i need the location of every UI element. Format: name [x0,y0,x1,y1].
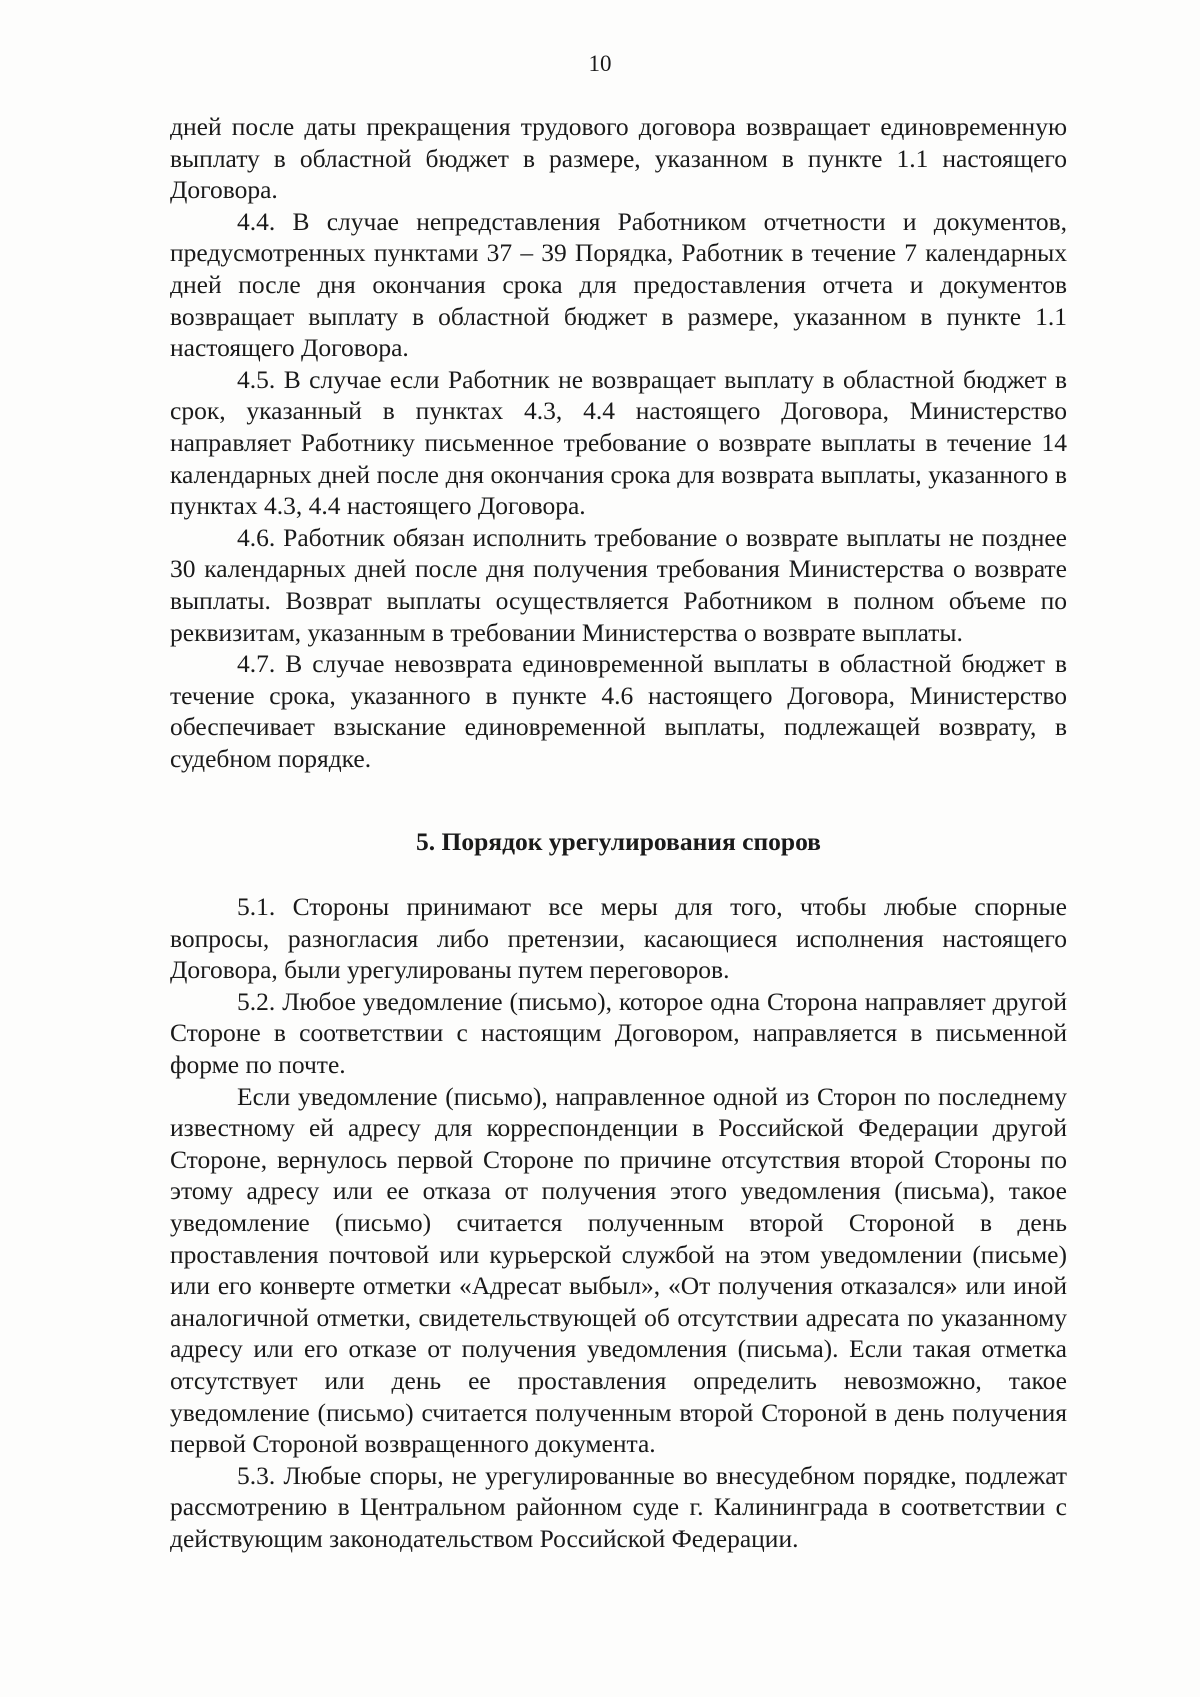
paragraph-5-2: 5.2. Любое уведомление (письмо), которое одна Сторона направляет другой Стороне в соответствии с настоящим Договором, направляется в письменной форме по почте. [170,986,1067,1079]
section-4-body [170,111,1067,774]
paragraph-4-5: 4.5. В случае если Работник не возвращает выплату в областной бюджет в срок, указанный в пунктах 4.3, 4.4 настоящего Договора, Министерство направляет Работнику письменное требование о возврате выплаты в течение 14 календарных дней после дня окончания срока для возврата выплаты, указанного в пунктах 4.3, 4.4 настоящего Договора. [170,364,1067,521]
paragraph-4-4: 4.4. В случае непредставления Работником отчетности и документов, предусмотренных пунктами 37 – 39 Порядка, Работник в течение 7 календарных дней после дня окончания срока для предоставления отчета и документов возвращает выплату в областной бюджет в размере, указанном в пункте 1.1 настоящего Договора. [170,206,1067,363]
paragraph-5-3: 5.3. Любые споры, не урегулированные во внесудебном порядке, подлежат рассмотрению в Центральном районном суде г. Калининграда в соответствии с действующим законодательством Российской Федерации. [170,1460,1067,1553]
paragraph-4-7: 4.7. В случае невозврата единовременной выплаты в областной бюджет в течение срока, указанного в пункте 4.6 настоящего Договора, Министерство обеспечивает взыскание единовременной выплаты, подлежащей возврату, в судебном порядке. [170,649,1067,773]
paragraph-4-3-continuation: дней после даты прекращения трудового договора возвращает единовременную выплату в областной бюджет в размере, указанном в пункте 1.1 настоящего Договора. [170,112,1067,205]
section-5-heading: 5. Порядок урегулирования споров [416,827,821,856]
paragraph-5-1: 5.1. Стороны принимают все меры для того, чтобы любые спорные вопросы, разногласия либо претензии, касающиеся исполнения настоящего Договора, были урегулированы путем переговоров. [170,892,1067,985]
paragraph-5-2-notice: Если уведомление (письмо), направленное одной из Сторон по последнему известному ей адресу для корреспонденции в Российской Федерации другой Стороне, вернулось первой Стороне по причине отсутствия второй Стороны по этому адресу или ее отказа от получения этого уведомления (письма), такое уведомление (письмо) считается полученным второй Стороной в день проставления почтовой или курьерской службой на этом уведомлении (письме) или его конверте отметки «Адресат выбыл», «От получения отказался» или иной аналогичной отметки, свидетельствующей об отсутствии адресата по указанному адресу или его отказе от получения уведомления (письма). Если такая отметка отсутствует или день ее проставления определить невозможно, такое уведомление (письмо) считается полученным второй Стороной в день получения первой Стороной возвращенного документа. [170,1081,1067,1459]
page-number: 10 [588,51,612,76]
section-5-body [170,891,1067,1554]
paragraph-4-6: 4.6. Работник обязан исполнить требование о возврате выплаты не позднее 30 календарных дней после дня получения требования Министерства о возврате выплаты. Возврат выплаты осуществляется Работником в полном объеме по реквизитам, указанным в требовании Министерства о возврате выплаты. [170,522,1067,647]
